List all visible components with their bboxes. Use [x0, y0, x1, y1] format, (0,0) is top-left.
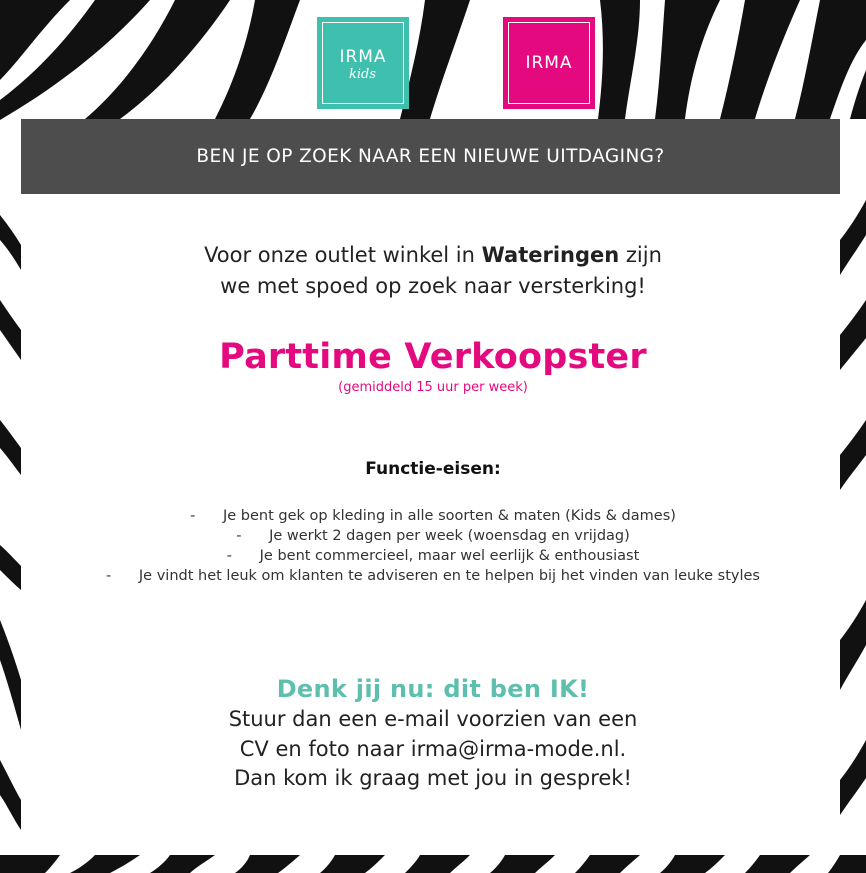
cta-line: Stuur dan een e-mail voorzien van een — [228, 707, 638, 731]
job-subtitle: (gemiddeld 15 uur per week) — [338, 380, 528, 395]
cta-heading: Denk jij nu: dit ben IK! — [276, 675, 590, 703]
intro-line-1-end: zijn — [619, 243, 662, 267]
irma-kids-logo — [317, 17, 409, 109]
irma-kids-logo-text: IRMA — [339, 46, 387, 67]
job-title: Parttime Verkoopster — [219, 337, 647, 377]
requirement-item: - Je bent gek op kleding in alle soorten & maten (Kids & dames) — [190, 508, 676, 524]
intro-line-1-start: Voor onze outlet winkel in — [204, 243, 482, 267]
header-banner — [21, 119, 840, 194]
banner-text: BEN JE OP ZOEK NAAR EEN NIEUWE UITDAGING? — [196, 146, 665, 167]
intro-line-1 — [0, 240, 866, 271]
cta-line: CV en foto naar irma@irma-mode.nl. — [239, 737, 627, 761]
cta-line: Dan kom ik graag met jou in gesprek! — [234, 766, 632, 790]
irma-kids-logo-subtext: kids — [349, 67, 377, 82]
intro-line-2: we met spoed op zoek naar versterking! — [220, 274, 646, 298]
irma-logo-text: IRMA — [525, 52, 573, 73]
intro-location: Wateringen — [481, 243, 620, 267]
irma-logo — [503, 17, 595, 109]
intro-text — [0, 240, 866, 302]
requirement-item: - Je vindt het leuk om klanten te adviseren en te helpen bij het vinden van leuke styles — [106, 568, 760, 584]
requirement-item: - Je werkt 2 dagen per week (woensdag en vrijdag) — [236, 528, 630, 544]
requirement-item: - Je bent commercieel, maar wel eerlijk & enthousiast — [226, 548, 640, 564]
requirements-heading: Functie-eisen: — [365, 459, 501, 479]
